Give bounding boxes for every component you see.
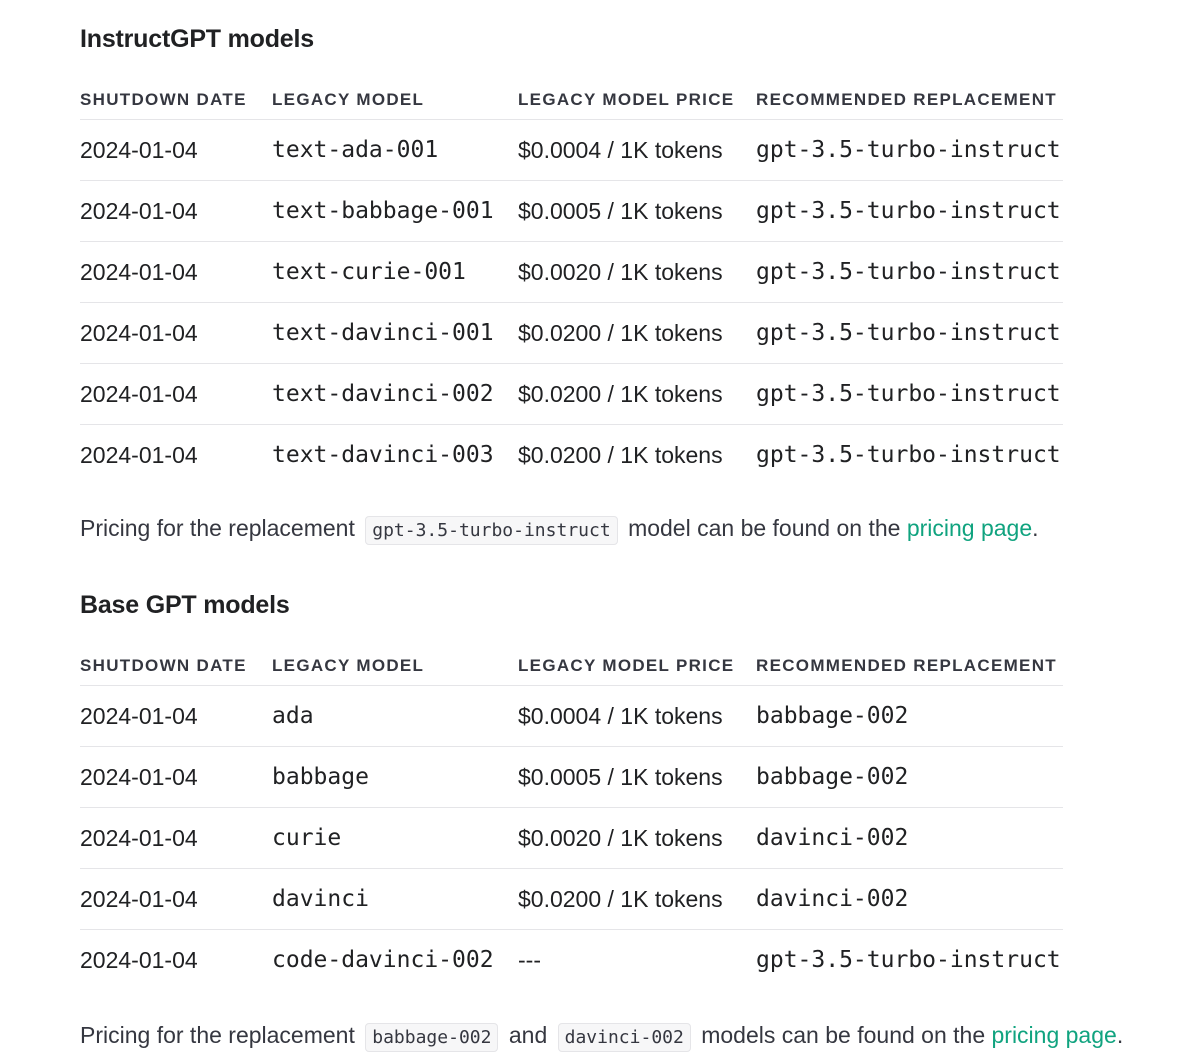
replacement-cell: gpt-3.5-turbo-instruct bbox=[756, 947, 1061, 973]
shutdown-date-cell: 2024-01-04 bbox=[80, 808, 272, 869]
instructgpt-section bbox=[80, 22, 1200, 548]
note-text: models can be found on the bbox=[701, 1022, 986, 1048]
note-period: . bbox=[1116, 1022, 1124, 1048]
header-recommended-replacement: RECOMMENDED REPLACEMENT bbox=[756, 90, 1063, 120]
price-cell: $0.0004 / 1K tokens bbox=[518, 686, 756, 747]
table-row bbox=[80, 425, 1063, 486]
table-row bbox=[80, 181, 1063, 242]
base-gpt-section bbox=[80, 588, 1200, 1055]
table-row bbox=[80, 930, 1063, 991]
header-legacy-model: LEGACY MODEL bbox=[272, 90, 518, 120]
table-header-row bbox=[80, 656, 1063, 686]
legacy-model-cell: curie bbox=[272, 808, 518, 869]
table-header-row bbox=[80, 90, 1063, 120]
replacement-cell: gpt-3.5-turbo-instruct bbox=[756, 303, 1063, 364]
price-cell: $0.0005 / 1K tokens bbox=[518, 747, 756, 808]
note-text: model can be found on the bbox=[628, 515, 901, 541]
legacy-model-cell: davinci bbox=[272, 869, 518, 930]
table-row bbox=[80, 808, 1063, 869]
shutdown-date-cell: 2024-01-04 bbox=[80, 242, 272, 303]
shutdown-date-cell: 2024-01-04 bbox=[80, 686, 272, 747]
price-cell: --- bbox=[518, 946, 541, 973]
shutdown-date-cell: 2024-01-04 bbox=[80, 120, 272, 181]
replacement-cell: davinci-002 bbox=[756, 808, 1063, 869]
legacy-model-cell: babbage bbox=[272, 747, 518, 808]
shutdown-date-cell: 2024-01-04 bbox=[80, 181, 272, 242]
replacement-cell: gpt-3.5-turbo-instruct bbox=[756, 364, 1063, 425]
note-text: Pricing for the replacement bbox=[80, 1022, 355, 1048]
price-cell: $0.0200 / 1K tokens bbox=[518, 441, 723, 468]
replacement-cell: babbage-002 bbox=[756, 686, 1063, 747]
legacy-model-cell: text-davinci-003 bbox=[272, 442, 494, 468]
instructgpt-table bbox=[80, 90, 1063, 485]
base-gpt-pricing-note bbox=[80, 1018, 1200, 1055]
replacement-cell: gpt-3.5-turbo-instruct bbox=[756, 181, 1063, 242]
table-row bbox=[80, 303, 1063, 364]
price-cell: $0.0005 / 1K tokens bbox=[518, 181, 756, 242]
legacy-model-cell: ada bbox=[272, 686, 518, 747]
price-cell: $0.0200 / 1K tokens bbox=[518, 869, 756, 930]
table-row bbox=[80, 242, 1063, 303]
price-cell: $0.0200 / 1K tokens bbox=[518, 364, 756, 425]
base-gpt-table bbox=[80, 656, 1063, 990]
replacement-cell: babbage-002 bbox=[756, 747, 1063, 808]
table-row bbox=[80, 364, 1063, 425]
note-text: Pricing for the replacement bbox=[80, 515, 355, 541]
replacement-cell: gpt-3.5-turbo-instruct bbox=[756, 242, 1063, 303]
legacy-model-cell: code-davinci-002 bbox=[272, 947, 494, 973]
note-period: . bbox=[1032, 515, 1039, 541]
price-cell: $0.0200 / 1K tokens bbox=[518, 303, 756, 364]
shutdown-date-cell: 2024-01-04 bbox=[80, 364, 272, 425]
shutdown-date-cell: 2024-01-04 bbox=[80, 441, 198, 468]
header-shutdown-date: SHUTDOWN DATE bbox=[80, 90, 272, 120]
table-row bbox=[80, 686, 1063, 747]
table-row bbox=[80, 869, 1063, 930]
header-legacy-model-price: LEGACY MODEL PRICE bbox=[518, 90, 756, 120]
header-shutdown-date: SHUTDOWN DATE bbox=[80, 656, 272, 686]
header-legacy-model-price: LEGACY MODEL PRICE bbox=[518, 656, 756, 686]
replacement-cell: gpt-3.5-turbo-instruct bbox=[756, 120, 1063, 181]
header-legacy-model: LEGACY MODEL bbox=[272, 656, 518, 686]
table-row bbox=[80, 747, 1063, 808]
legacy-model-cell: text-davinci-001 bbox=[272, 303, 518, 364]
legacy-model-cell: text-curie-001 bbox=[272, 242, 518, 303]
inline-code-replacement: gpt-3.5-turbo-instruct bbox=[365, 516, 617, 545]
legacy-model-cell: text-davinci-002 bbox=[272, 364, 518, 425]
inline-code-davinci-002: davinci-002 bbox=[558, 1023, 691, 1052]
inline-code-babbage-002: babbage-002 bbox=[365, 1023, 498, 1052]
pricing-page-link[interactable]: pricing page bbox=[991, 1022, 1117, 1048]
instructgpt-pricing-note bbox=[80, 511, 1200, 548]
shutdown-date-cell: 2024-01-04 bbox=[80, 869, 272, 930]
legacy-model-cell: text-ada-001 bbox=[272, 120, 518, 181]
shutdown-date-cell: 2024-01-04 bbox=[80, 747, 272, 808]
section-heading-base-gpt: Base GPT models bbox=[80, 591, 290, 619]
shutdown-date-cell: 2024-01-04 bbox=[80, 946, 198, 973]
section-heading-instructgpt: InstructGPT models bbox=[80, 25, 314, 53]
replacement-cell: davinci-002 bbox=[756, 869, 1063, 930]
legacy-model-cell: text-babbage-001 bbox=[272, 181, 518, 242]
table-row bbox=[80, 120, 1063, 181]
note-text: and bbox=[508, 1022, 548, 1048]
header-recommended-replacement: RECOMMENDED REPLACEMENT bbox=[756, 656, 1063, 686]
replacement-cell: gpt-3.5-turbo-instruct bbox=[756, 442, 1061, 468]
price-cell: $0.0020 / 1K tokens bbox=[518, 808, 756, 869]
shutdown-date-cell: 2024-01-04 bbox=[80, 303, 272, 364]
price-cell: $0.0004 / 1K tokens bbox=[518, 120, 756, 181]
price-cell: $0.0020 / 1K tokens bbox=[518, 242, 756, 303]
pricing-page-link[interactable]: pricing page bbox=[906, 515, 1033, 541]
